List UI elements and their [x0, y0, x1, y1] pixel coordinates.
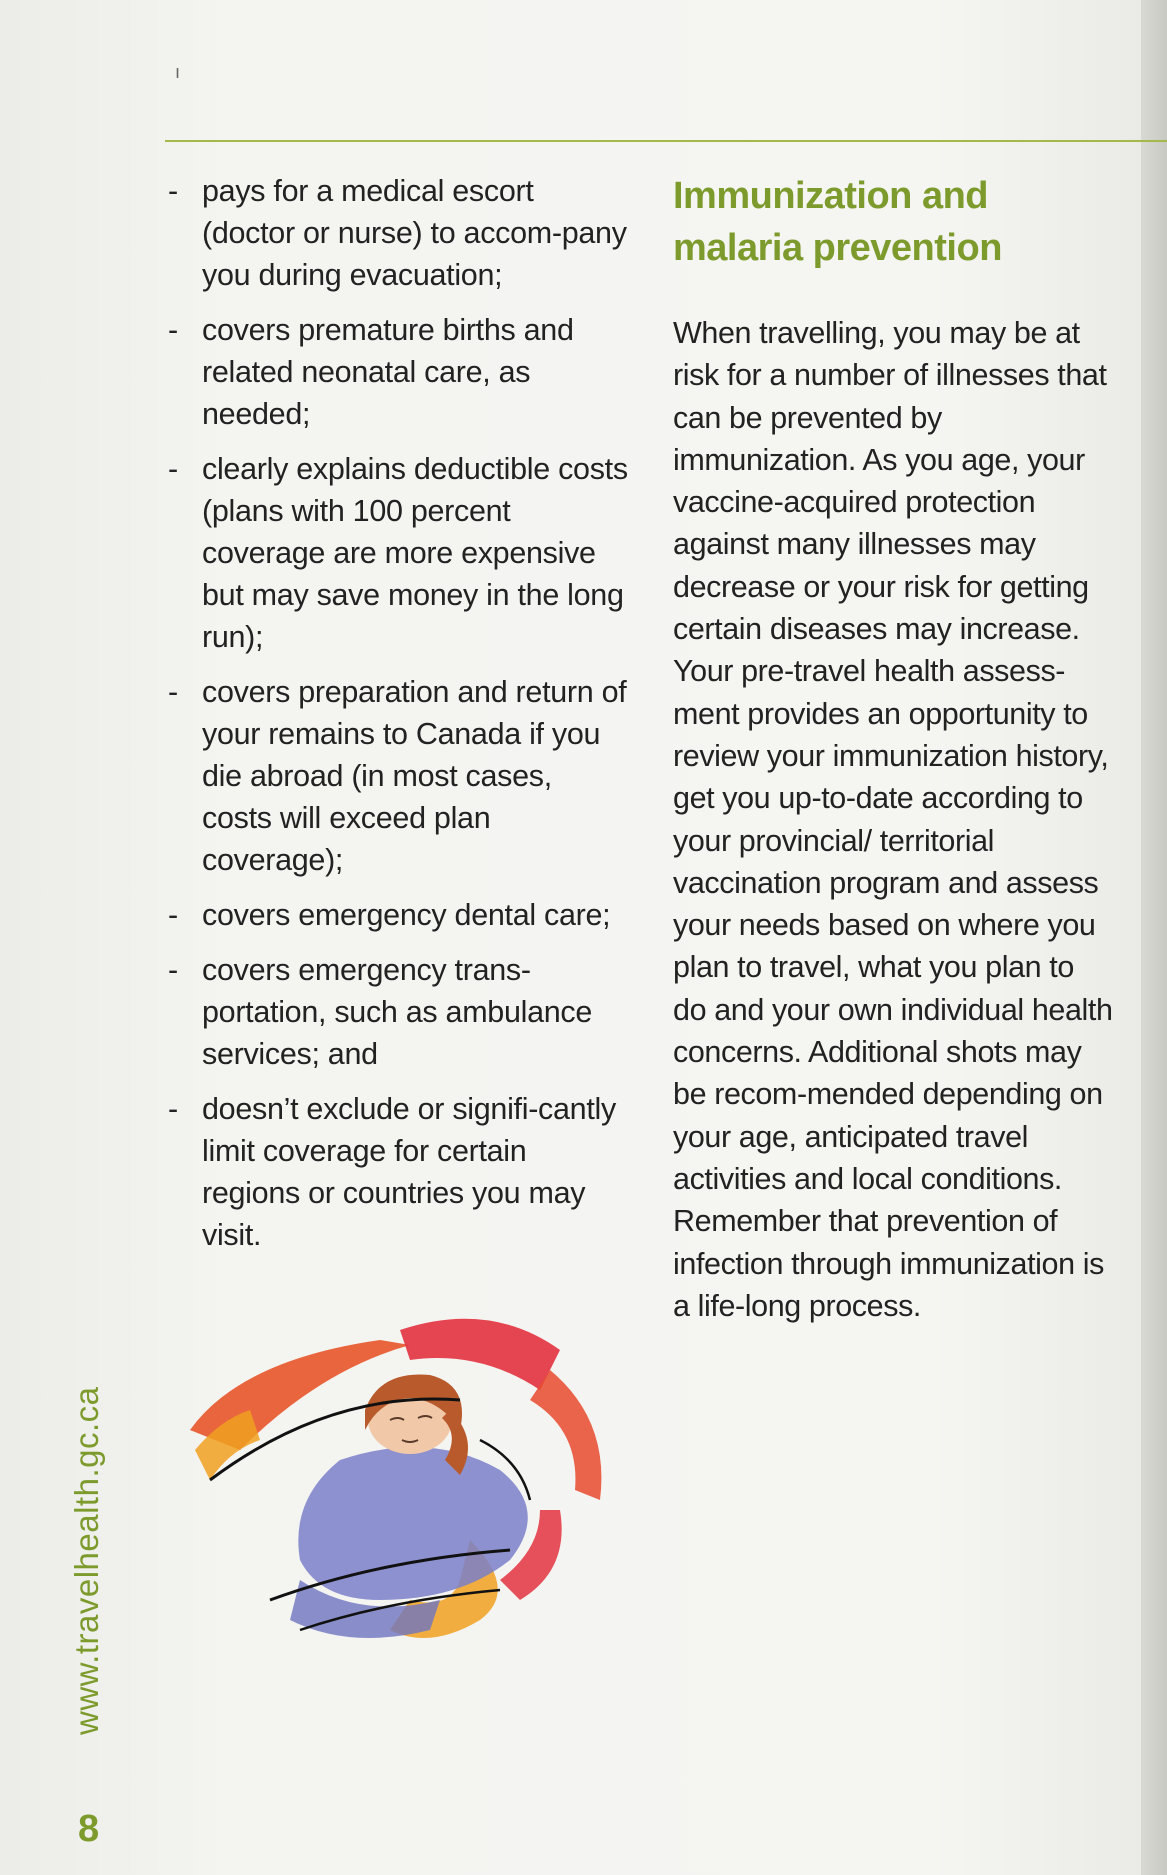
right-column: [673, 170, 1113, 1327]
section-heading: [673, 170, 1113, 274]
list-item: - clearly explains deductible costs (plans with 100 percent coverage are more expensive but may save money in the long run);: [168, 452, 628, 654]
heading-line-1: Immunization and: [673, 175, 988, 217]
heading-line-2: malaria prevention: [673, 227, 1002, 269]
sick-person-illustration: [180, 1300, 630, 1670]
list-item: - pays for a medical escort (doctor or nurse) to accom-pany you during evacuation;: [168, 174, 627, 292]
list-item: - covers preparation and return of your remains to Canada if you die abroad (in most cases, costs will exceed plan coverage);: [168, 675, 627, 877]
list-item: - covers emergency dental care;: [168, 898, 611, 932]
website-url: www.travelhealth.gc.ca: [68, 1386, 105, 1735]
list-item: - doesn’t exclude or signifi-cantly limit coverage for certain regions or countries you may visit.: [168, 1092, 616, 1252]
body-paragraph: When travelling, you may be at risk for a number of illnesses that can be prevented by immunization. As you age, your vaccine-acquired protection against many illnesses may decrease or your risk for getting certain diseases may increase. Your pre-travel health assess-ment provides an opportunity to review your immunization history, get you up-to-date according to your provincial/ territorial vaccination program and assess your needs based on where you plan to travel, what you plan to do and your own individual health concerns. Additional shots may be recom-mended depending on your age, anticipated travel activities and local conditions. Remember that prevention of infection through immunization is a life-long process.: [673, 316, 1113, 1323]
list-item: - covers premature births and related neonatal care, as needed;: [168, 313, 574, 431]
left-column: [168, 170, 628, 1269]
page-edge: [1141, 0, 1167, 1875]
header-rule: [165, 140, 1167, 142]
top-mark: ı: [175, 62, 181, 82]
list-item: - covers emergency trans-portation, such as ambulance services; and: [168, 953, 593, 1071]
coverage-list: [168, 170, 628, 1256]
page-number: 8: [78, 1808, 100, 1850]
